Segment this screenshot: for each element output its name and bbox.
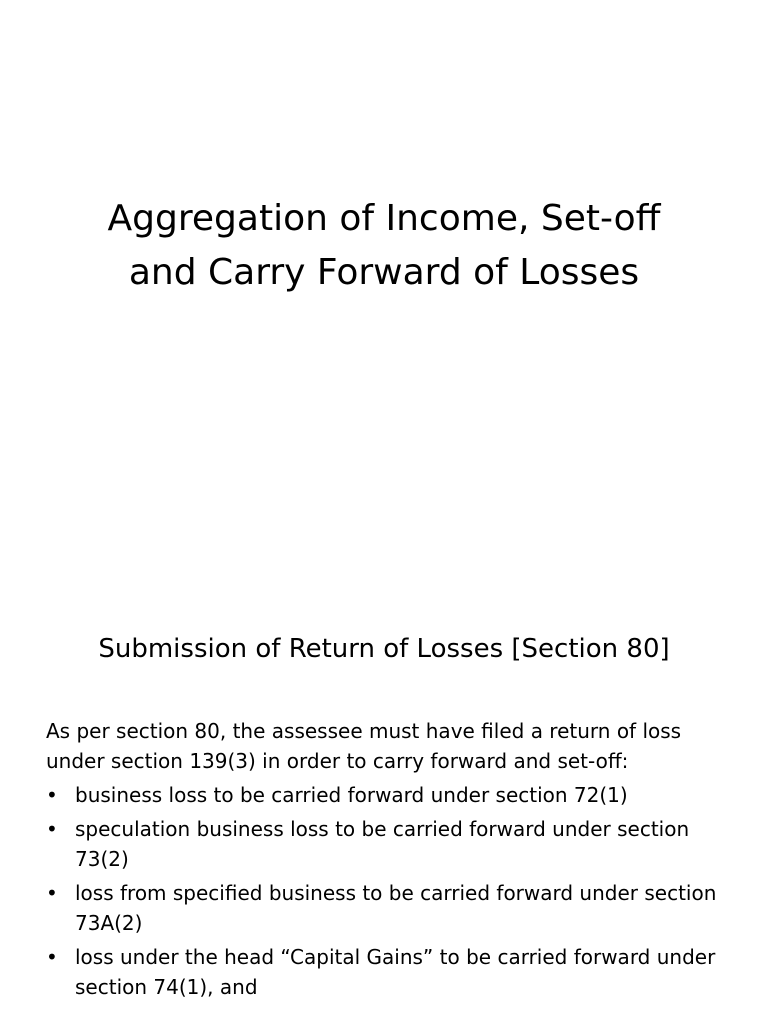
list-item-text: loss under the head “Capital Gains” to be carried forward under section 74(1), and (75, 945, 716, 999)
bullet-icon: • (46, 945, 58, 969)
intro-paragraph: As per section 80, the assessee must have filed a return of loss under section 139(3) in order to carry forward and set-off: (46, 719, 682, 773)
section-body (46, 716, 746, 1006)
slide-title-line-2: and Carry Forward of Losses (128, 252, 640, 293)
slide-title (0, 192, 768, 300)
list-item-text: loss from specified business to be carried forward under section 73A(2) (75, 881, 717, 935)
bullet-icon: • (46, 783, 58, 807)
bullet-icon: • (46, 881, 58, 905)
list-item-text: business loss to be carried forward under section 72(1) (75, 783, 628, 807)
section-heading: Submission of Return of Losses [Section 80] (98, 634, 670, 664)
list-item (46, 942, 746, 1002)
slide-title-line-1: Aggregation of Income, Set-off (107, 198, 661, 239)
list-item (46, 780, 746, 810)
bullet-list (46, 780, 746, 1002)
list-item-text: speculation business loss to be carried forward under section 73(2) (75, 817, 690, 871)
bullet-icon: • (46, 817, 58, 841)
list-item (46, 878, 746, 938)
list-item (46, 814, 746, 874)
